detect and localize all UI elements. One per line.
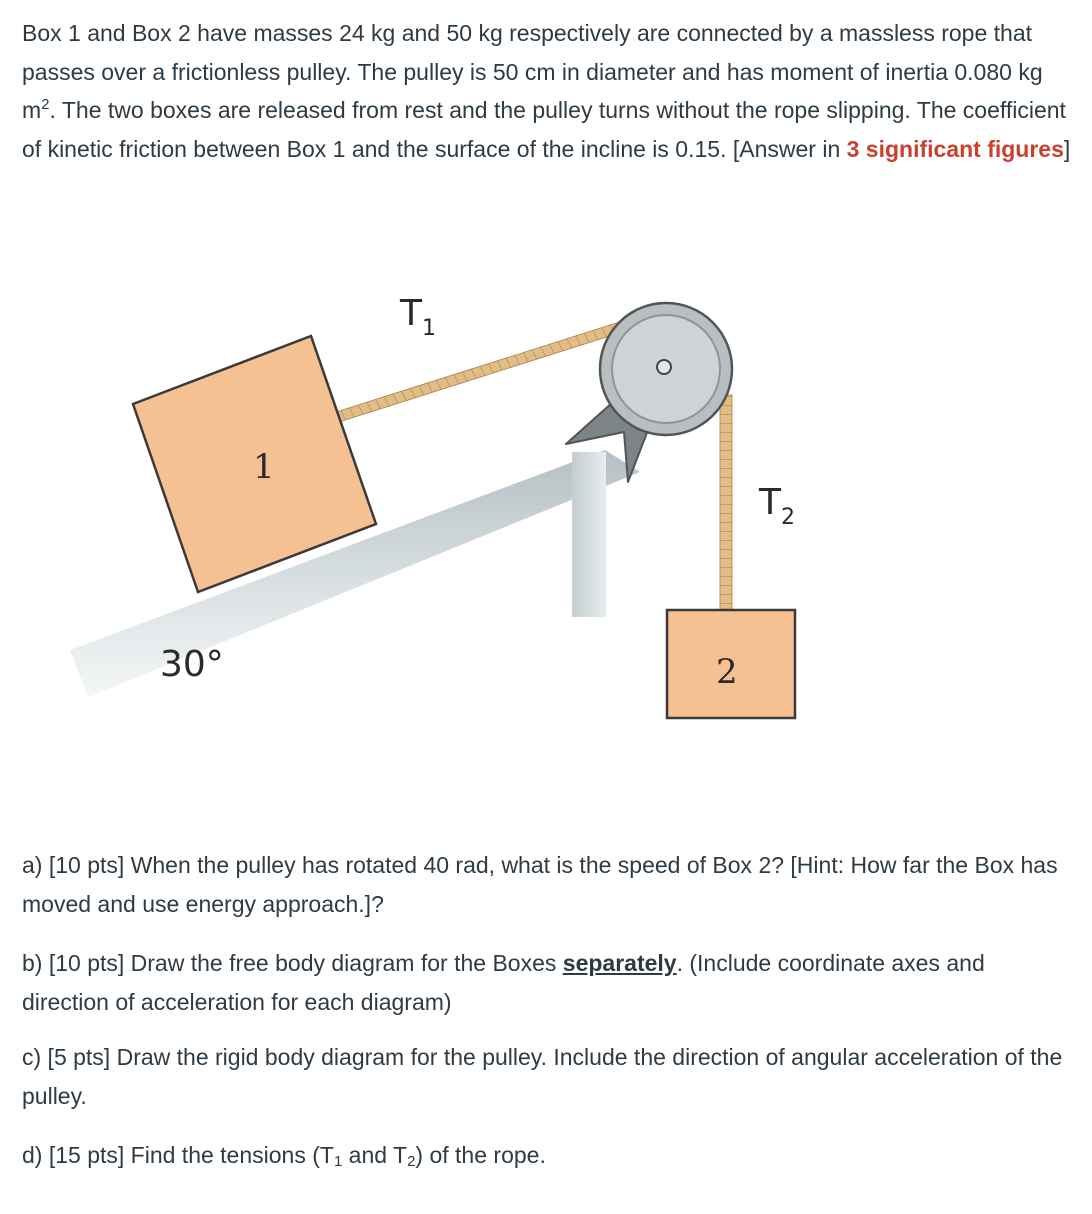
question-d-text-3: ) of the rope. (415, 1142, 546, 1168)
box-2-label: 2 (716, 652, 738, 692)
intro-superscript: 2 (41, 96, 50, 113)
question-c: c) [5 pts] Draw the rigid body diagram for the pulley. Include the direction of angular acceleration of the pulley. (22, 1044, 1063, 1109)
question-b-text-1: b) [10 pts] Draw the free body diagram for the Boxes (22, 950, 563, 976)
tension-t2-label (758, 482, 795, 530)
tension-t2-subscript: 2 (781, 505, 795, 530)
intro-text-2: . The two boxes are released from rest and the pulley turns without the rope slipping. The coefficient of kinetic friction between Box 1 and the surface of the incline is 0.15. [Answer in (22, 97, 1066, 162)
problem-statement (22, 14, 1072, 168)
question-d-sub-2: 2 (407, 1153, 416, 1170)
question-d (22, 1136, 1072, 1175)
tension-t2-letter: T (759, 482, 781, 523)
question-d-text-2: and T (342, 1142, 408, 1168)
support-post (572, 452, 606, 617)
question-d-sub-1: 1 (333, 1153, 343, 1170)
intro-text-3: ] (1063, 135, 1071, 162)
pulley-axle (657, 360, 671, 374)
tension-t1-label (399, 293, 436, 341)
tension-t1-letter: T (400, 293, 422, 334)
question-b-text-2: . (Include coordinate axes and direction of acceleration for each diagram) (22, 950, 985, 1015)
question-a: a) [10 pts] When the pulley has rotated 40 rad, what is the speed of Box 2? [Hint: How far the Box has moved and use energy approach.]? (22, 852, 1058, 917)
question-b-emphasis: separately (562, 950, 677, 976)
rope-segment-t1 (336, 318, 635, 422)
tension-t1-subscript: 1 (422, 316, 436, 341)
rope-segment-t2 (720, 395, 732, 610)
question-b (22, 944, 1072, 1022)
significant-figures-highlight: 3 significant figures (846, 135, 1064, 162)
incline-pulley-figure (0, 280, 1092, 750)
intro-text-1: Box 1 and Box 2 have masses 24 kg and 50 kg respectively are connected by a massless rope that passes over a frictionless pulley. The pulley is 50 cm in diameter and has moment of inertia 0.080 kg m (22, 20, 1043, 123)
box-1-label: 1 (253, 447, 275, 487)
question-d-text-1: d) [15 pts] Find the tensions (T (22, 1142, 334, 1168)
incline-angle-label: 30° (160, 644, 224, 685)
